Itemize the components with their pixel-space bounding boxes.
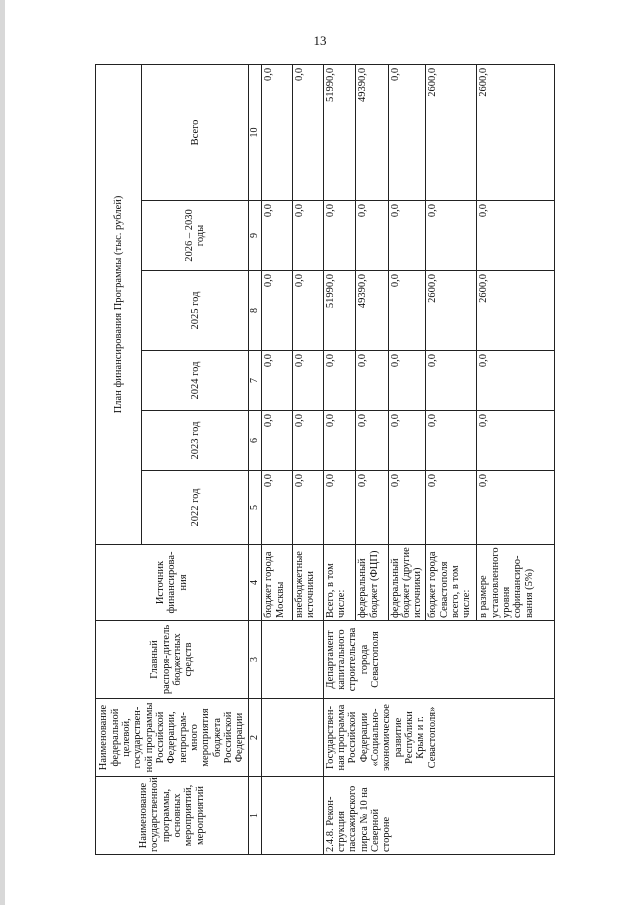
cell-total: 0,0 [388,64,426,200]
cell-2026-2030: 0,0 [477,201,555,271]
cell-2025: 2600,0 [477,271,555,351]
cell-2022: 0,0 [388,471,426,545]
cell-name-empty [262,777,323,855]
header-col3: Главный распоря-дитель бюджетных средств [96,621,249,699]
col-number: 9 [249,201,262,271]
cell-2023: 0,0 [293,411,324,471]
cell-2023: 0,0 [426,411,477,471]
cell-total: 0,0 [262,64,293,200]
cell-2024: 0,0 [388,351,426,411]
cell-2022: 0,0 [323,471,356,545]
cell-source: Всего, в том числе: [323,545,356,621]
cell-manager: Департамент капитального строительства города Севастополя [323,621,554,699]
column-numbers-row [249,64,262,854]
cell-source: бюджет города Севастополя всего, в том числе: [426,545,477,621]
cell-total: 2600,0 [477,64,555,200]
cell-source: федеральный бюджет (другие источники) [388,545,426,621]
financing-table [95,64,555,855]
cell-2024: 0,0 [262,351,293,411]
header-col4: Источник финансирова-ния [96,545,249,621]
header-plan: План финансирования Программы (тыс. рублей) [96,64,142,544]
cell-2025: 0,0 [262,271,293,351]
cell-2025: 49390,0 [356,271,389,351]
cell-2023: 0,0 [388,411,426,471]
cell-2024: 0,0 [477,351,555,411]
header-total: Всего [142,64,249,200]
cell-source: бюджет города Москвы [262,545,293,621]
cell-2022: 0,0 [356,471,389,545]
cell-2026-2030: 0,0 [323,201,356,271]
header-2023: 2023 год [142,411,249,471]
cell-2022: 0,0 [293,471,324,545]
table-row [262,64,293,854]
col-number: 3 [249,621,262,699]
header-2026-2030: 2026 – 2030 годы [142,201,249,271]
cell-2024: 0,0 [426,351,477,411]
cell-2025: 51990,0 [323,271,356,351]
table-row [323,64,356,854]
header-2022: 2022 год [142,471,249,545]
cell-2024: 0,0 [293,351,324,411]
cell-2023: 0,0 [356,411,389,471]
col-number: 4 [249,545,262,621]
header-2025: 2025 год [142,271,249,351]
col-number: 2 [249,699,262,777]
cell-2024: 0,0 [356,351,389,411]
col-number: 10 [249,64,262,200]
header-col2: Наименование федеральной целевой, государствен-ной программы Российской Федерации, непрограм-много мероприятия бюджета Российской Федерации [96,699,249,777]
cell-total: 2600,0 [426,64,477,200]
cell-total: 51990,0 [323,64,356,200]
cell-2023: 0,0 [477,411,555,471]
col-number: 1 [249,777,262,855]
cell-source: в размере установленного уровня софинансиро-вания (5%) [477,545,555,621]
page-number: 13 [313,33,327,48]
cell-2025: 0,0 [293,271,324,351]
cell-2026-2030: 0,0 [356,201,389,271]
cell-2023: 0,0 [323,411,356,471]
cell-program-empty [262,699,323,777]
cell-2022: 0,0 [262,471,293,545]
cell-2025: 0,0 [388,271,426,351]
cell-item-name: 2.4.8. Рекон-струкция пассажирского пирса № 10 на Северной стороне [323,777,554,855]
cell-2026-2030: 0,0 [293,201,324,271]
page-edge [0,0,5,905]
cell-manager-empty [262,621,323,699]
header-col1: Наименование государственной программы, основных мероприятий, мероприятий [96,777,249,855]
col-number: 7 [249,351,262,411]
col-number: 6 [249,411,262,471]
cell-2026-2030: 0,0 [388,201,426,271]
cell-2026-2030: 0,0 [262,201,293,271]
cell-program-name: Государствен-ная программа Российской Федерации «Социально-экономическое развитие Республики Крым и г. Севастополя» [323,699,554,777]
cell-2022: 0,0 [477,471,555,545]
cell-source: федеральный бюджет (ФЦП) [356,545,389,621]
col-number: 8 [249,271,262,351]
cell-total: 0,0 [293,64,324,200]
col-number: 5 [249,471,262,545]
cell-2023: 0,0 [262,411,293,471]
cell-2025: 2600,0 [426,271,477,351]
rotated-table-container [95,65,555,855]
cell-total: 49390,0 [356,64,389,200]
cell-2022: 0,0 [426,471,477,545]
cell-2024: 0,0 [323,351,356,411]
cell-source: внебюджетные источники [293,545,324,621]
header-2024: 2024 год [142,351,249,411]
cell-2026-2030: 0,0 [426,201,477,271]
